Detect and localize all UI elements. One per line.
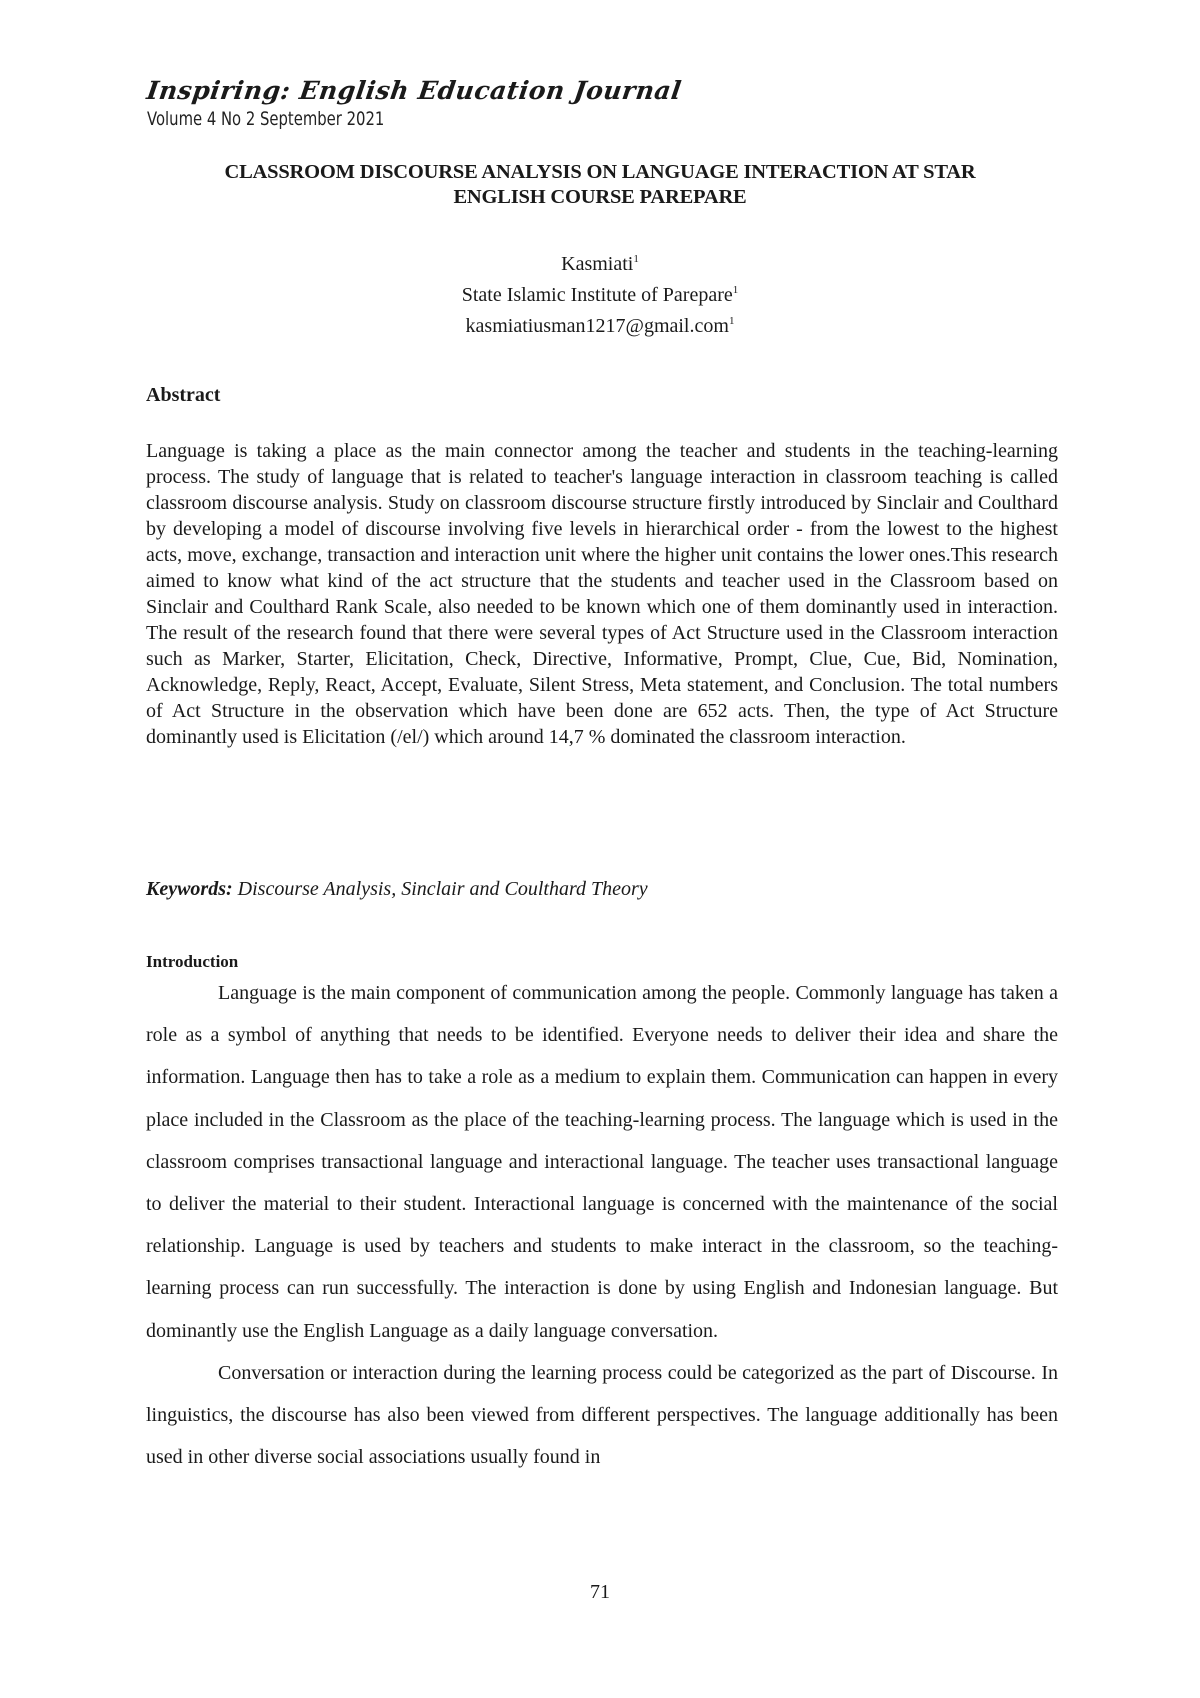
author-block — [140, 246, 1060, 339]
introduction-paragraph: Conversation or interaction during the learning process could be categorized as the part of Discourse. In linguistics, the discourse has also been viewed from different perspectives. The language additionally has been used in other diverse social associations usually found in — [146, 1361, 1058, 1469]
abstract-body: Language is taking a place as the main connector among the teacher and students in the teaching-learning process. The study of language that is related to teacher's language interaction in classroom teaching is called classroom discourse analysis. Study on classroom discourse structure firstly introduced by Sinclair and Coulthard by developing a model of discourse involving five levels in hierarchical order - from the lowest to the highest acts, move, exchange, transaction and interaction unit where the higher unit contains the lower ones.This research aimed to know what kind of the act structure that the students and teacher used in the Classroom based on Sinclair and Coulthard Rank Scale, also needed to be known which one of them dominantly used in interaction. The result of the research found that there were several types of Act Structure used in the Classroom interaction such as Marker, Starter, Elicitation, Check, Directive, Informative, Prompt, Clue, Cue, Bid, Nomination, Acknowledge, Reply, React, Accept, Evaluate, Silent Stress, Meta statement, and Conclusion. The total numbers of Act Structure in the observation which have been done are 652 acts. Then, the type of Act Structure dominantly used is Elicitation (/el/) which around 14,7 % dominated the classroom interaction. — [146, 440, 1058, 748]
journal-volume: Volume 4 No 2 September 2021 — [147, 108, 385, 130]
paper-title — [140, 160, 1060, 210]
paper-title-line-1: CLASSROOM DISCOURSE ANALYSIS ON LANGUAGE INTERACTION AT STAR — [224, 161, 976, 183]
author-name: Kasmiati$^1$ — [561, 253, 639, 275]
keywords-label: Keywords: — [146, 878, 233, 900]
keywords-text: Discourse Analysis, Sinclair and Coulthard Theory — [232, 878, 648, 900]
introduction-paragraph: Language is the main component of communication among the people. Commonly language has taken a role as a symbol of anything that needs to be identified. Everyone needs to deliver their idea and share the information. Language then has to take a role as a medium to explain them. Communication can happen in every place included in the Classroom as the place of the teaching-learning process. The language which is used in the classroom comprises transactional language and interactional language. The teacher uses transactional language to deliver the material to their student. Interactional language is concerned with the maintenance of the social relationship. Language is used by teachers and students to make interact in the classroom, so the teaching-learning process can run successfully. The interaction is done by using English and Indonesian language. But dominantly use the English Language as a daily language conversation. — [146, 982, 1058, 1342]
keywords — [146, 878, 648, 901]
journal-title: Inspiring: English Education Journal — [144, 76, 684, 105]
introduction-body — [146, 972, 1058, 1478]
author-email: kasmiatiusman1217@gmail.com$^1$ — [465, 315, 735, 337]
introduction-heading: Introduction — [146, 952, 239, 971]
abstract-heading: Abstract — [146, 384, 221, 406]
author-affiliation: State Islamic Institute of Parepare$^1$ — [461, 284, 739, 306]
paper-title-line-2: ENGLISH COURSE PAREPARE — [453, 186, 747, 208]
page-number: 71 — [590, 1581, 610, 1603]
